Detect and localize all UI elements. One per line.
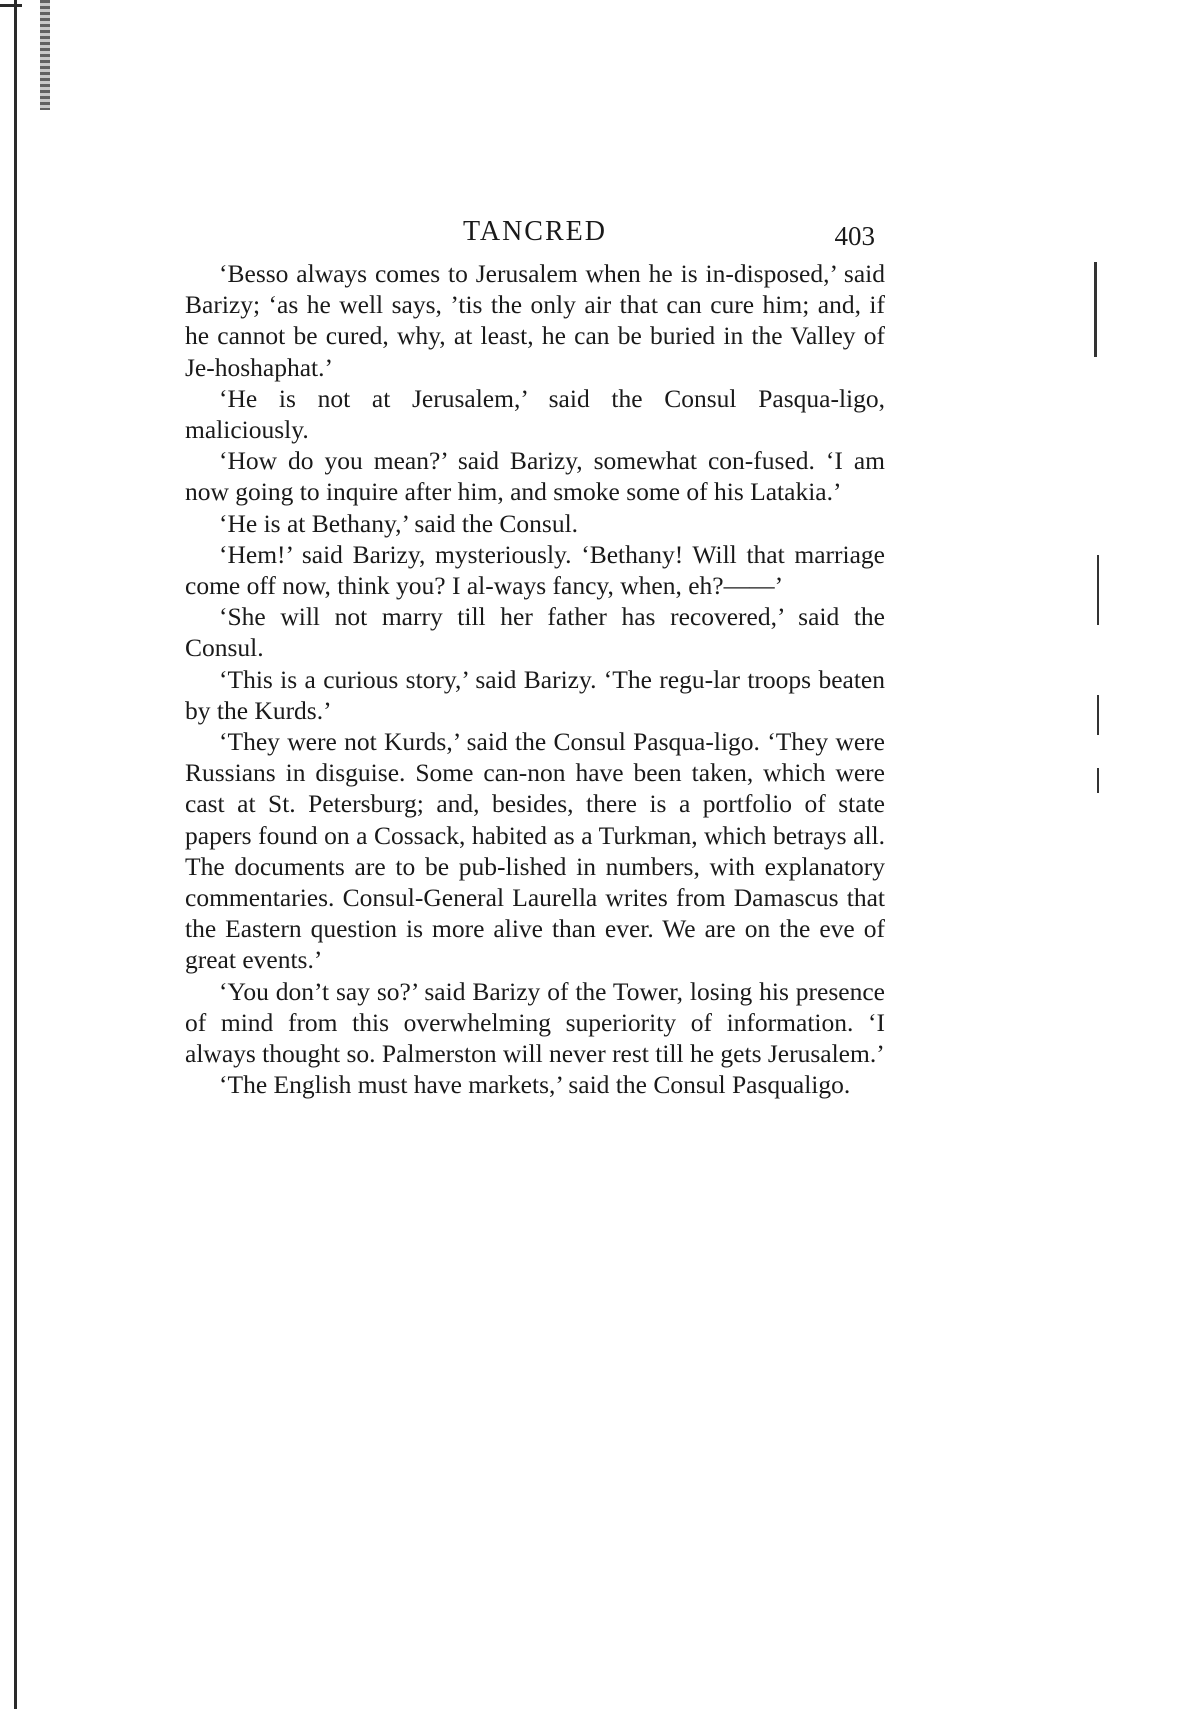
paragraph: ‘They were not Kurds,’ said the Consul Pasqua-ligo. ‘They were Russians in disguise. Some can-non have been taken, which were cast at St. Petersburg; and, besides, there is a portfolio of state papers found on a Cossack, habited as a Turkman, which betrays all. The documents are to be pub-lished in numbers, with explanatory commentaries. Consul-General Laurella writes from Damascus that the Eastern question is more alive than ever. We are on the eve of great events.’ [185,727,885,975]
running-head [185,212,885,252]
paragraph: ‘He is not at Jerusalem,’ said the Consul Pasqua-ligo, maliciously. [185,383,885,445]
margin-mark [1094,262,1097,357]
page-number: 403 [834,221,875,251]
margin-mark [1097,768,1099,793]
book-page [185,0,885,1709]
paragraph: ‘Hem!’ said Barizy, mysteriously. ‘Bethany! Will that marriage come off now, think you? I al-ways fancy, when, eh?——’ [185,539,885,601]
paragraph: ‘He is at Bethany,’ said the Consul. [219,508,579,538]
paragraph: ‘This is a curious story,’ said Barizy. ‘The regu-lar troops beaten by the Kurds.’ [185,664,885,725]
margin-mark [1097,695,1099,735]
binding-tick [0,4,22,7]
binding-shadow [40,0,50,110]
text-block [185,258,885,1100]
paragraph: ‘How do you mean?’ said Barizy, somewhat con-fused. ‘I am now going to inquire after him, and smoke some of his Latakia.’ [185,446,885,507]
paragraph: ‘Besso always comes to Jerusalem when he is in-disposed,’ said Barizy; ‘as he well says, ’tis the only air that can cure him; and, if he cannot be cured, why, at least, he can be buried in the Valley of Je-hoshaphat.’ [185,259,885,382]
margin-mark [1097,555,1099,625]
paragraph: ‘The English must have markets,’ said the Consul Pasqualigo. [219,1070,851,1100]
paragraph: ‘You don’t say so?’ said Barizy of the Tower, losing his presence of mind from this overwhelming superiority of information. ‘I always thought so. Palmerston will never rest till he gets Jerusalem.’ [185,976,885,1069]
binding-rule [14,0,17,1709]
running-title: TANCRED [463,216,607,247]
paragraph: ‘She will not marry till her father has recovered,’ said the Consul. [185,602,885,663]
